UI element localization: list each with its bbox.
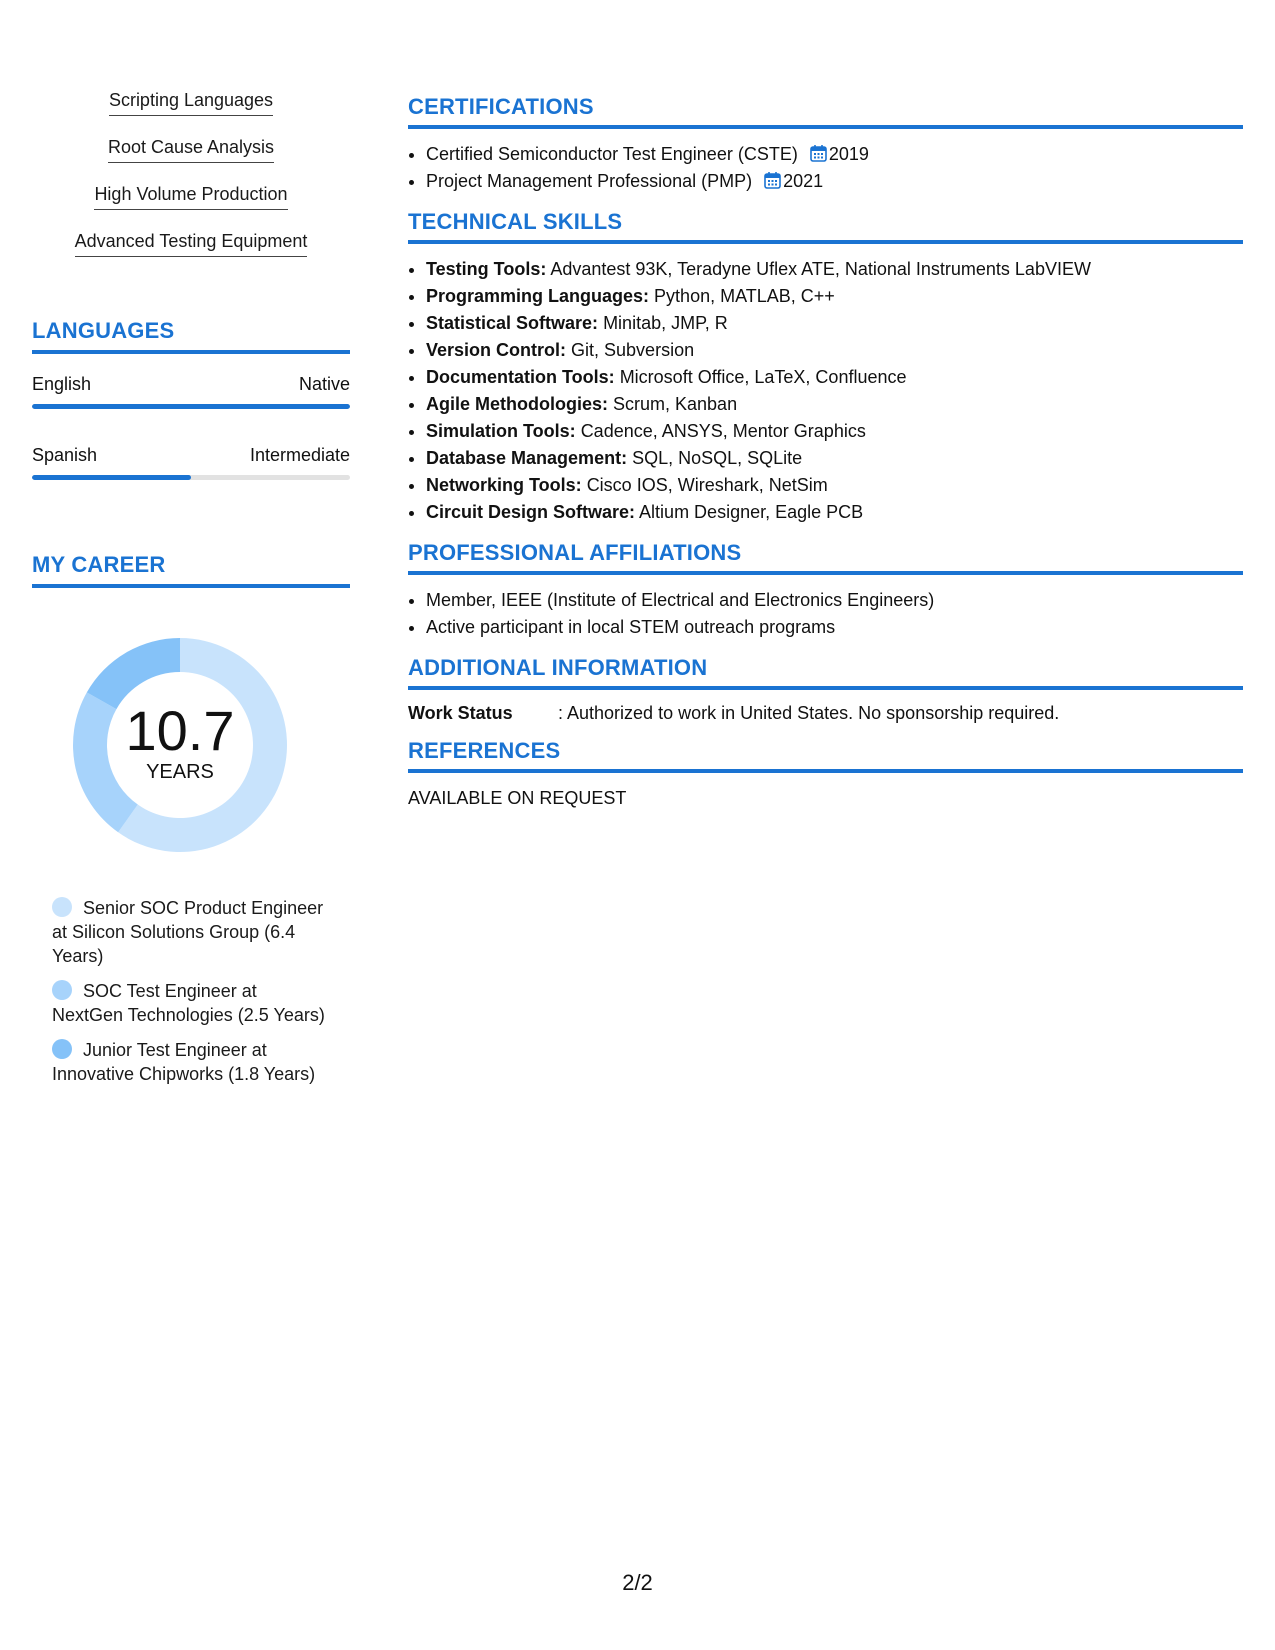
calendar-icon [810,144,827,162]
languages-heading: LANGUAGES [32,318,350,354]
language-level: Native [298,374,350,394]
language-proficiency-fill [32,475,191,480]
language-proficiency-bar [32,475,350,480]
language-level: Intermediate [249,445,350,465]
left-column [32,86,350,1097]
certification-year: 2021 [783,171,824,191]
skill-label: Networking Tools: [426,475,582,495]
legend-item [52,1038,327,1086]
donut-center [65,630,295,860]
career-donut-chart [65,630,295,860]
certifications-list [408,141,1243,195]
technical-skills-heading: TECHNICAL SKILLS [408,209,1243,244]
skill-value: Altium Designer, Eagle PCB [639,502,864,522]
skill-item [426,283,1243,310]
career-total-years: 10.7 [125,699,235,762]
skill-item [426,418,1243,445]
skill-label: Circuit Design Software: [426,502,636,522]
skill-label: Agile Methodologies: [426,394,608,414]
skill-tag: Scripting Languages [109,86,273,116]
skill-item [426,499,1243,526]
affiliations-heading: PROFESSIONAL AFFILIATIONS [408,540,1243,575]
additional-info-section [408,655,1243,724]
page-number: 2/2 [622,1570,653,1595]
skill-item [426,391,1243,418]
affiliations-list [408,587,1243,641]
skill-value: Python, MATLAB, C++ [654,286,835,306]
skill-item [426,445,1243,472]
certifications-heading: CERTIFICATIONS [408,94,1243,129]
career-heading: MY CAREER [32,552,350,588]
work-status-value: : Authorized to work in United States. No sponsorship required. [558,703,1060,723]
legend-dot [52,1039,72,1059]
language-name: Spanish [32,445,98,465]
skill-item [426,256,1243,283]
skill-item [426,472,1243,499]
legend-dot [52,897,72,917]
legend-label: Senior SOC Product Engineer at Silicon Solutions Group (6.4 Years) [52,898,324,966]
skill-tags [32,86,350,274]
additional-info-heading: ADDITIONAL INFORMATION [408,655,1243,690]
skill-item [426,337,1243,364]
skill-value: Cadence, ANSYS, Mentor Graphics [580,421,866,441]
affiliation-item: • Active participant in local STEM outreach programs [426,614,1243,641]
skill-label: Version Control: [426,340,567,360]
references-text: AVAILABLE ON REQUEST [408,788,627,808]
work-status-label: Work Status [408,703,513,723]
work-status-row [408,702,1243,724]
legend-label: Junior Test Engineer at Innovative Chipworks (1.8 Years) [52,1040,316,1084]
skill-value: Microsoft Office, LaTeX, Confluence [619,367,907,387]
skill-value: Git, Subversion [571,340,695,360]
skill-value: Advantest 93K, Teradyne Uflex ATE, National Instruments LabVIEW [550,259,1091,279]
skill-tag: Root Cause Analysis [108,133,274,163]
certification-name: Project Management Professional (PMP) [426,171,753,191]
calendar-icon [764,171,781,189]
certification-name: Certified Semiconductor Test Engineer (CSTE) [426,144,798,164]
skill-tag: High Volume Production [94,180,287,210]
career-total-unit: YEARS [146,761,214,783]
language-proficiency-bar [32,404,350,409]
language-item [32,374,350,409]
right-column [408,94,1243,823]
languages-list [32,374,350,480]
skill-value: Scrum, Kanban [613,394,738,414]
technical-skills-list [408,256,1243,526]
references-section [408,738,1243,809]
skill-label: Simulation Tools: [426,421,576,441]
certifications-section [408,94,1243,195]
skill-label: Database Management: [426,448,628,468]
references-heading: REFERENCES [408,738,1243,773]
skill-value: Minitab, JMP, R [603,313,728,333]
skill-value: SQL, NoSQL, SQLite [632,448,803,468]
skill-label: Testing Tools: [426,259,547,279]
skill-label: Documentation Tools: [426,367,615,387]
certification-item [426,168,1243,195]
legend-dot [52,980,72,1000]
language-item [32,445,350,480]
legend-item [52,979,327,1027]
affiliations-section [408,540,1243,641]
technical-skills-section [408,209,1243,526]
skill-label: Statistical Software: [426,313,599,333]
skill-label: Programming Languages: [426,286,650,306]
skill-item [426,364,1243,391]
certification-year: 2019 [828,144,869,164]
language-proficiency-fill [32,404,350,409]
skill-tag: Advanced Testing Equipment [75,227,308,257]
skill-value: Cisco IOS, Wireshark, NetSim [586,475,828,495]
skill-item [426,310,1243,337]
affiliation-item: • Member, IEEE (Institute of Electrical and Electronics Engineers) [426,587,1243,614]
certification-item [426,141,1243,168]
legend-label: SOC Test Engineer at NextGen Technologies (2.5 Years) [52,981,325,1025]
language-name: English [32,374,92,394]
career-legend [52,896,327,1086]
legend-item [52,896,327,968]
